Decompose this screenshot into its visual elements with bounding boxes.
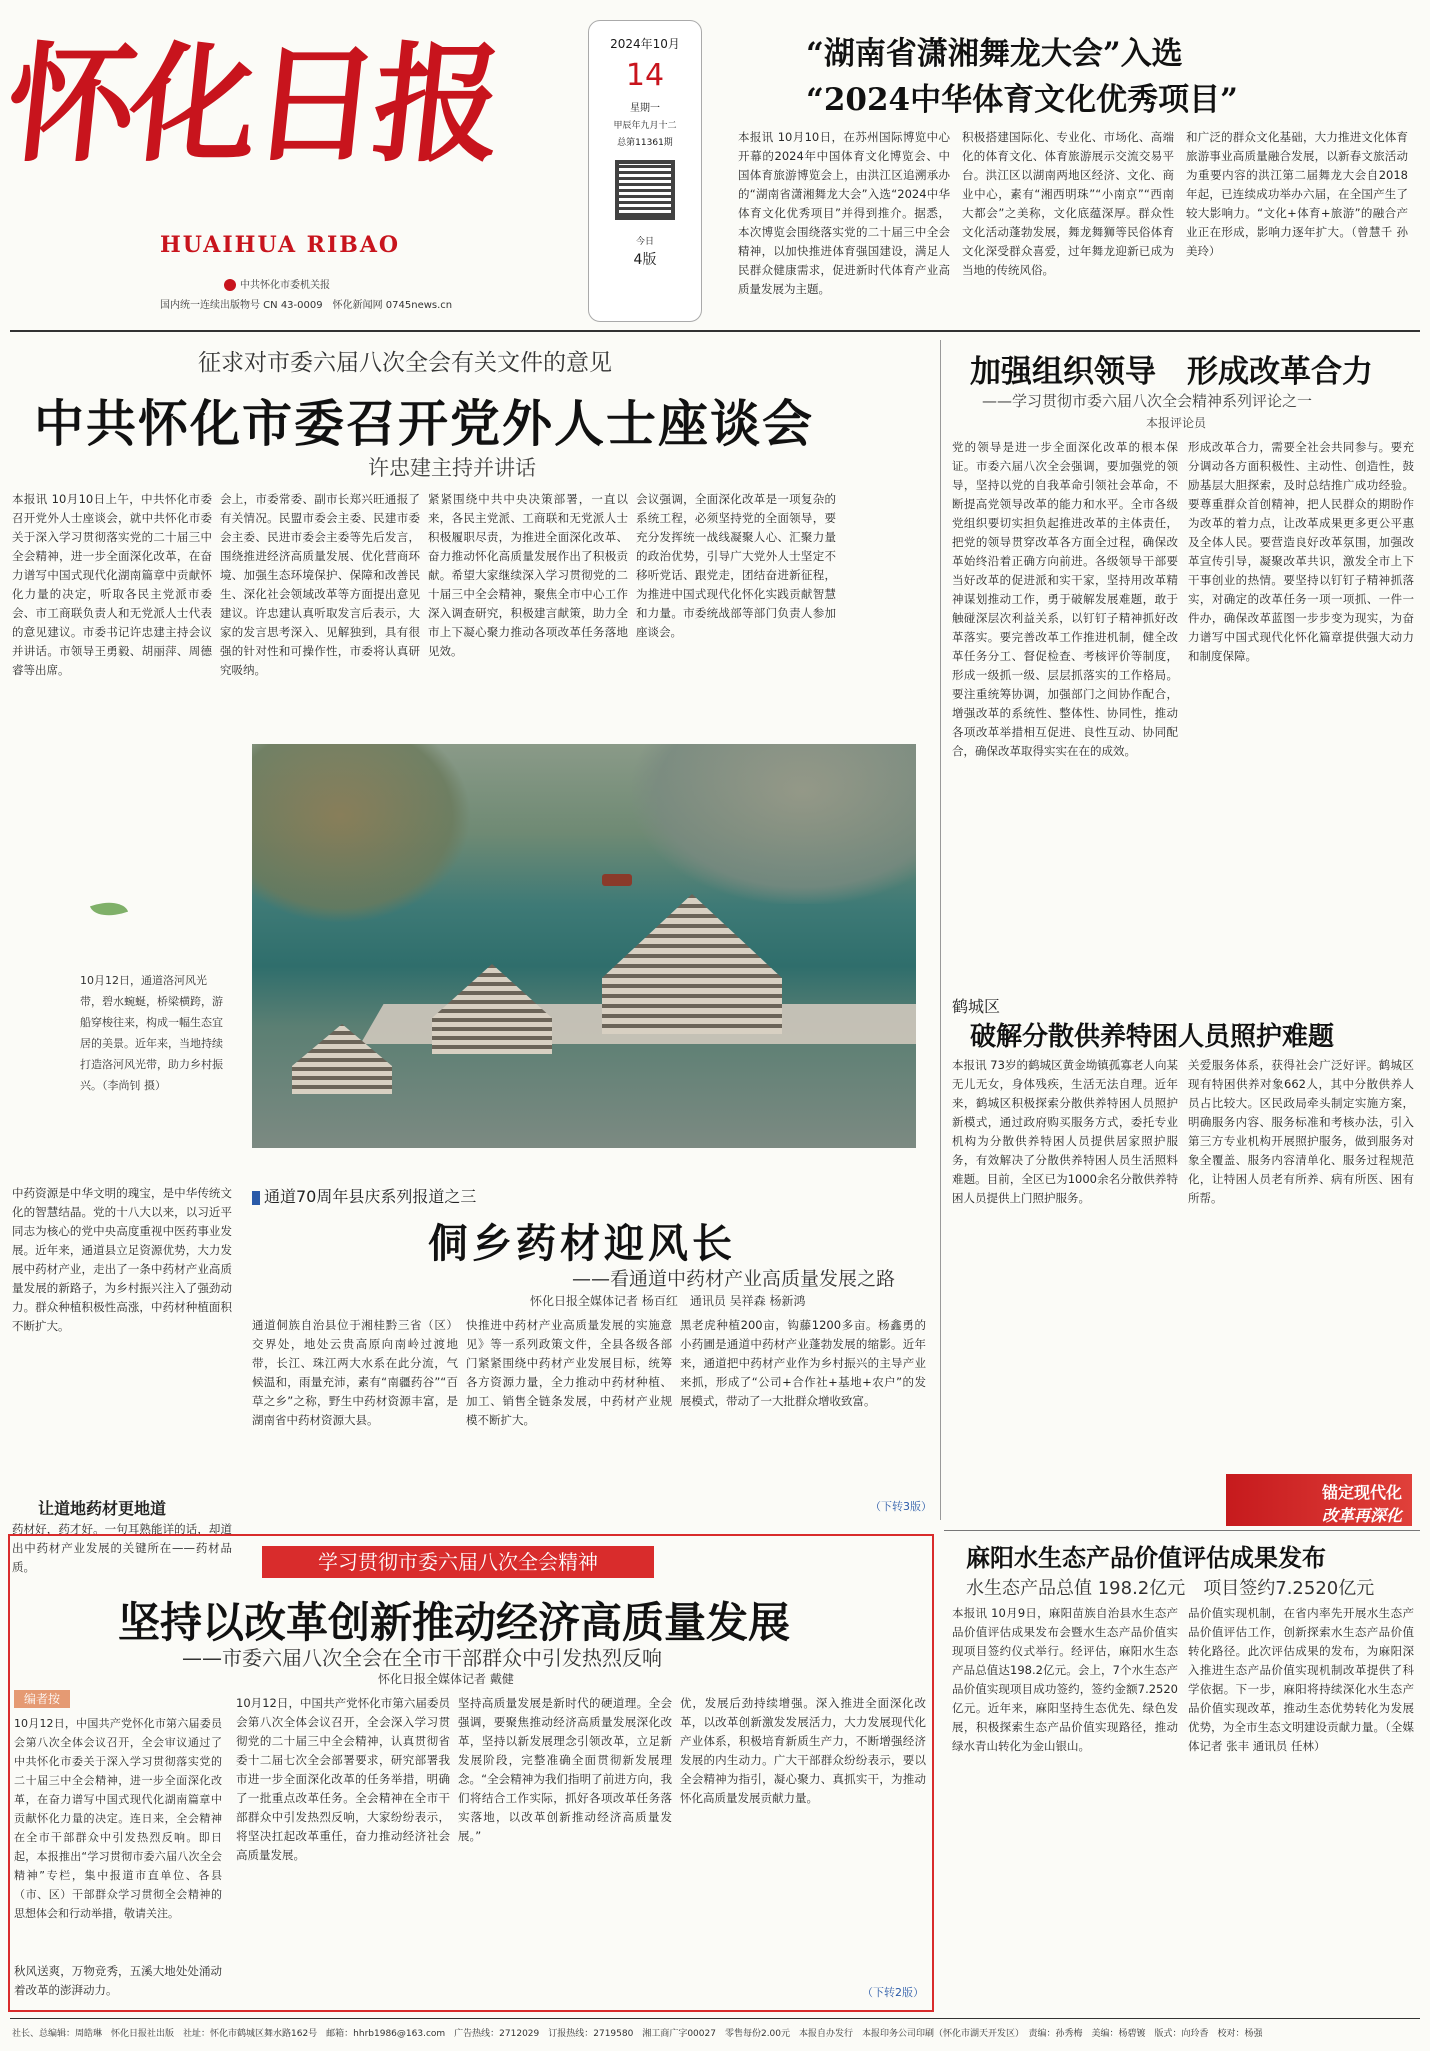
commentary-subtitle: ——学习贯彻市委六届八次全会精神系列评论之一 [982, 392, 1313, 410]
top-story-title-1: “湖南省潇湘舞龙大会”入选 [806, 36, 1183, 72]
top-story-col-3: 和广泛的群众文化基础，大力推进文化体育旅游事业高质量融合发展，以新春文旅活动为重要内容的洪江第二届舞龙大会自2018年起，已连续成功举办六届，在全国产生了较大影响力。“文化+体育+旅游”的融合产业正在形成，影响力逐年扩大。（曾慧千 孙美玲） [1186, 130, 1408, 258]
banner-line-2: 改革再深化 [1321, 1506, 1402, 1525]
lead-col-3: 紧紧围绕中共中央决策部署，一直以来，各民主党派、工商联和无党派人士积极履职尽责，为推进全面深化改革、奋力推动怀化高质量发展作出了积极贡献。希望大家继续深入学习贯彻党的二十届三中全会精神，聚焦全市中心工作深入调查研究，积极建言献策，助力全市上下凝心聚力推动各项改革任务落地见效。 [428, 492, 628, 658]
reform-banner [1226, 1474, 1412, 1526]
tongdao-subtitle: ——看通道中药材产业高质量发展之路 [572, 1268, 896, 1290]
left-col-story: 中药资源是中华文明的瑰宝，是中华传统文化的智慧结晶。党的十八大以来，以习近平同志为核心的党中央高度重视中医药事业发展。近年来，通道县立足资源优势，大力发展中药材产业，走出了一条中药材产业高质量发展的新路子，为乡村振兴注入了强劲动力。群众种植积极性高涨，中药材种植面积不断扩大。 [12, 1186, 232, 1333]
leaf-decoration-icon [90, 895, 128, 924]
tongdao-series: 通道70周年县庆系列报道之三 [252, 1184, 476, 1207]
photo-caption: 10月12日，通道洛河风光带，碧水蜿蜒，桥梁横跨，游船穿梭往来，构成一幅生态宜居的美景。近年来，当地持续打造洛河风光带，助力乡村振兴。（李尚钊 摄） [80, 974, 223, 1092]
tongdao-title: 侗乡药材迎风长 [428, 1220, 736, 1267]
tongdao-col-1: 通道侗族自治县位于湘桂黔三省（区）交界处，地处云贵高原向南岭过渡地带，长江、珠江两大水系在此分流，气候温和，雨量充沛，素有“南疆药谷”“百草之乡”之称，野生中药材资源丰富，是湖南省中药材资源大县。 [252, 1318, 458, 1427]
hecheng-col-2: 关爱服务体系，获得社会广泛好评。鹤城区现有特困供养对象662人，其中分散供养人员占比较大。区民政局牵头制定实施方案，明确服务内容、服务标准和考核办法，引入第三方专业机构开展照护服务，做到服务对象全覆盖、服务内容清单化、服务过程规范化，让特困人员老有所养、病有所医、困有所帮。 [1188, 1058, 1414, 1205]
date-box [588, 20, 702, 322]
masthead-divider [10, 330, 1420, 332]
top-story-col-2: 积极搭建国际化、专业化、市场化、高端化的体育文化、体育旅游展示交流交易平台。洪江区以湖南两地区经济、文化、商业中心，素有“湘西明珠”“小南京”“西南大都会”之美称，文化底蕴深厚。群众性文化活动蓬勃发展，舞龙舞狮等民俗体育文化深受群众喜爱，过年舞龙迎新已成为当地的传统风俗。 [962, 130, 1174, 277]
commentary-col-2: 形成改革合力，需要全社会共同参与。要充分调动各方面积极性、主动性、创造性，鼓励基层大胆探索，及时总结推广成功经验。要尊重群众首创精神，把人民群众的期盼作为改革的着力点，让改革成果更多更公平惠及全体人民。要营造良好改革氛围，加强改革宣传引导，凝聚改革共识，激发全市上下干事创业的热情。要坚持以钉钉子精神抓落实，对确定的改革任务一项一项抓、一件一件办，确保改革蓝图一步步变为现实，为奋力谱写中国式现代化怀化篇章提供强大动力和制度保障。 [1188, 440, 1414, 663]
commentary-title: 加强组织领导 形成改革合力 [970, 354, 1373, 390]
lead-subtitle: 许忠建主持并讲话 [368, 456, 536, 480]
masthead-pinyin: HUAIHUA RIBAO [160, 232, 401, 258]
commentary-byline: 本报评论员 [1146, 416, 1207, 430]
date-weekday: 星期一 [630, 103, 660, 114]
lead-col-4: 会议强调，全面深化改革是一项复杂的系统工程，必须坚持党的全面领导，要充分发挥统一战线凝聚人心、汇聚力量的政治优势，引导广大党外人士坚定不移听党话、跟党走，团结奋进新征程，为推进中国式现代化怀化实践贡献智慧和力量。市委统战部等部门负责人参加座谈会。 [636, 492, 836, 639]
right-column-divider [944, 1530, 1420, 1531]
footer-text: 社长、总编辑：周皓琳 怀化日报社出版 社址：怀化市鹤城区舞水路162号 邮箱：hhrb1986@163.com 广告热线：2712029 订报热线：2719580 湘工商广字00027 零售每份2.00元 本报自办发行 本报印务公司印刷（怀化市湖天开发区） 责编：孙秀梅 美编：杨碧镀 版式：向玲香 校对：杨强 [12, 2029, 1263, 2039]
footer-divider [10, 2018, 1420, 2019]
main-column-divider [940, 340, 941, 1520]
today-label: 今日 [635, 237, 654, 247]
publisher-line: 中共怀化市委机关报 [224, 276, 330, 291]
today-pages: 4版 [633, 252, 657, 268]
top-story-title-2: “2024中华体育文化优秀项目” [806, 82, 1238, 118]
top-story-col-1: 本报讯 10月10日，在苏州国际博览中心开幕的2024年中国体育文化博览会、中国体育旅游博览会上，由洪江区追溯承办的“湖南省潇湘舞龙大会”入选“2024中华体育文化优秀项目”并得到推介。据悉，本次博览会围绕落实党的二十届三中全会精神，以加快推进体育强国建设，满足人民群众健康需求，促进新时代体育产业高质量发展为主题。 [738, 130, 950, 296]
hecheng-section-label: 鹤城区 [952, 997, 1001, 1016]
feature-byline: 怀化日报全媒体记者 戴健 [378, 1672, 514, 1686]
editor-note-label: 编者按 [14, 1690, 70, 1708]
hecheng-title: 破解分散供养特困人员照护难题 [970, 1022, 1335, 1052]
tongdao-col-2: 快推进中药材产业高质量发展的实施意见》等一系列政策文件，全县各级各部门紧紧围绕中药材产业发展目标，统筹各方资源力量，全力推动中药材种植、加工、销售全链条发展，中药材产业规模不断扩大。 [466, 1318, 672, 1427]
editor-note-text: 10月12日，中国共产党怀化市第六届委员会第八次全体会议召开，全会审议通过了中共怀化市委关于深入学习贯彻落实党的二十届三中全会精神，进一步全面深化改革，在奋力谱写中国式现代化湖南篇章中贡献怀化力量的决定。连日来，全会精神在全市干部群众中引发热烈反响。即日起，本报推出“学习贯彻市委六届八次全会精神”专栏，集中报道市直单位、各县（市、区）干部群众学习贯彻全会精神的思想体会和行动举措，敬请关注。 [14, 1717, 222, 1920]
issue-number: 总第11361期 [617, 138, 673, 148]
hecheng-col-1: 本报讯 73岁的鹤城区黄金坳镇孤寡老人向某无儿无女，身体残疾，生活无法自理。近年来，鹤城区积极探索分散供养特困人员照护新模式，通过政府购买服务方式，委托专业机构为分散供养特困人员提供居家照护服务，有效解决了分散供养特困人员生活照料难题。目前，全区已为1000余名分散供养特困人员提供上门照护服务。 [952, 1058, 1178, 1205]
date-day: 14 [625, 58, 665, 93]
lead-col-1: 本报讯 10月10日上午，中共怀化市委召开党外人士座谈会，就中共怀化市委关于深入学习贯彻落实党的二十届三中全会精神，进一步全面深化改革，在奋力谱写中国式现代化湖南篇章中贡献怀化力量的决定，听取各民主党派市委会、市工商联负责人和无党派人士代表的意见建议。市委书记许忠建主持会议并讲话。市领导王勇毅、胡丽萍、周德睿等出席。 [12, 492, 212, 677]
mayang-col-1: 本报讯 10月9日，麻阳苗族自治县水生态产品价值评估成果发布会暨水生态产品价值实现项目签约仪式举行。经评估，麻阳水生态产品总值达198.2亿元。会上，7个水生态产品价值实现项目成功签约，签约金额7.2520亿元。近年来，麻阳坚持生态优先、绿色发展，积极探索生态产品价值实现路径，推动绿水青山转化为金山银山。 [952, 1606, 1178, 1753]
tongdao-continued: （下转3版） [870, 1500, 932, 1513]
feature-subtitle: ——市委六届八次全会在全市干部群众中引发热烈反响 [182, 1646, 662, 1670]
feature-continued: （下转2版） [862, 1986, 924, 1999]
date-lunar: 甲辰年九月十二 [613, 121, 677, 131]
feature-col-2: 坚持高质量发展是新时代的硬道理。全会强调，要聚焦推动经济高质量发展深化改革，坚持以新发展理念引领改革，立足新发展阶段，完整准确全面贯彻新发展理念。“全会精神为我们指明了前进方向，我们将结合工作实际，抓好各项改革任务落实落地，以改革创新推动经济高质量发展。” [458, 1696, 672, 1843]
tongdao-byline: 怀化日报全媒体记者 杨百红 通讯员 吴祥森 杨新鸿 [530, 1294, 806, 1308]
tongdao-col-3: 黑老虎种植200亩，钩藤1200多亩。杨鑫勇的小药圃是通道中药材产业蓬勃发展的缩影。近年来，通道把中药材产业作为乡村振兴的主导产业来抓，形成了“公司+合作社+基地+农户”的发展模式，带动了一大批群众增收致富。 [680, 1318, 926, 1408]
publication-info: 国内统一连续出版物号 CN 43-0009 怀化新闻网 0745news.cn [160, 300, 453, 311]
series-marker-icon [252, 1191, 260, 1205]
qr-code [615, 160, 675, 220]
news-photo [252, 744, 916, 1148]
editor-note-text-2: 秋风送爽，万物竞秀，五溪大地处处涌动着改革的澎湃动力。 [14, 1964, 222, 1997]
left-col-story-2: 药材好，药才好。一句耳熟能详的话，却道出中药材产业发展的关键所在——药材品质。 [12, 1522, 232, 1574]
commentary-col-1: 党的领导是进一步全面深化改革的根本保证。市委六届八次全会强调，要加强党的领导，坚持以党的自我革命引领社会革命，不断提高党领导改革的能力和水平。全市各级党组织要切实担负起推进改革的主体责任，把党的领导贯穿改革各方面全过程，确保改革始终沿着正确方向前进。各级领导干部要当好改革的促进派和实干家，坚持用改革精神谋划推动工作，勇于破解发展难题，敢于触碰深层次利益关系，以钉钉子精神抓好改革落实。要完善改革工作推进机制，健全改革任务分工、督促检查、考核评价等制度，形成一级抓一级、层层抓落实的工作格局。要注重统筹协调，加强部门之间协作配合，增强改革的系统性、整体性、协同性，推动各项改革举措相互促进、良性互动、协同配合，确保改革取得实实在在的成效。 [952, 440, 1178, 758]
banner-line-1: 锚定现代化 [1321, 1483, 1402, 1502]
feature-col-1: 10月12日，中国共产党怀化市第六届委员会第八次全体会议召开，全会深入学习贯彻党的二十届三中全会精神，认真贯彻省委十二届七次全会部署要求，研究部署我市进一步全面深化改革的任务举措，明确了一批重点改革任务。全会精神在全市干部群众中引发热烈反响，大家纷纷表示，将坚决扛起改革重任，奋力推动经济社会高质量发展。 [236, 1696, 450, 1862]
feature-title: 坚持以改革创新推动经济高质量发展 [118, 1598, 791, 1647]
feature-tag: 学习贯彻市委六届八次全会精神 [262, 1546, 654, 1578]
party-emblem-icon [224, 279, 236, 291]
lead-title: 中共怀化市委召开党外人士座谈会 [34, 394, 814, 453]
masthead-logo: 怀化日报 [0, 30, 504, 180]
lead-kicker: 征求对市委六届八次全会有关文件的意见 [198, 350, 612, 376]
mayang-subtitle: 水生态产品总值 198.2亿元 项目签约7.2520亿元 [966, 1578, 1375, 1599]
date-year-month: 2024年10月 [610, 37, 680, 51]
mayang-title: 麻阳水生态产品价值评估成果发布 [966, 1543, 1326, 1572]
tongdao-section-head: 让道地药材更地道 [38, 1499, 167, 1518]
mayang-col-2: 品价值实现机制，在省内率先开展水生态产品价值评估工作，创新探索水生态产品价值转化路径。此次评估成果的发布，为麻阳深入推进生态产品价值实现机制改革提供了科学依据。下一步，麻阳将持续深化水生态产品价值实现改革，推动生态优势转化为发展优势，为全市生态文明建设贡献力量。（全媒体记者 张丰 通讯员 任林） [1188, 1606, 1414, 1753]
lead-col-2: 会上，市委常委、副市长郑兴旺通报了有关情况。民盟市委会主委、民建市委会主委、民进市委会主委等先后发言，围绕推进经济高质量发展、优化营商环境、加强生态环境保护、保障和改善民生、深化社会领域改革等方面提出意见建议。许忠建认真听取发言后表示，大家的发言思考深入、见解独到，具有很强的针对性和可操作性，市委将认真研究吸纳。 [220, 492, 420, 677]
feature-col-3: 优，发展后劲持续增强。深入推进全面深化改革，以改革创新激发发展活力，大力发展现代化产业体系，积极培育新质生产力，不断增强经济发展的内生动力。广大干部群众纷纷表示，要以全会精神为指引，凝心聚力、真抓实干，为推动怀化高质量发展贡献力量。 [680, 1696, 926, 1805]
